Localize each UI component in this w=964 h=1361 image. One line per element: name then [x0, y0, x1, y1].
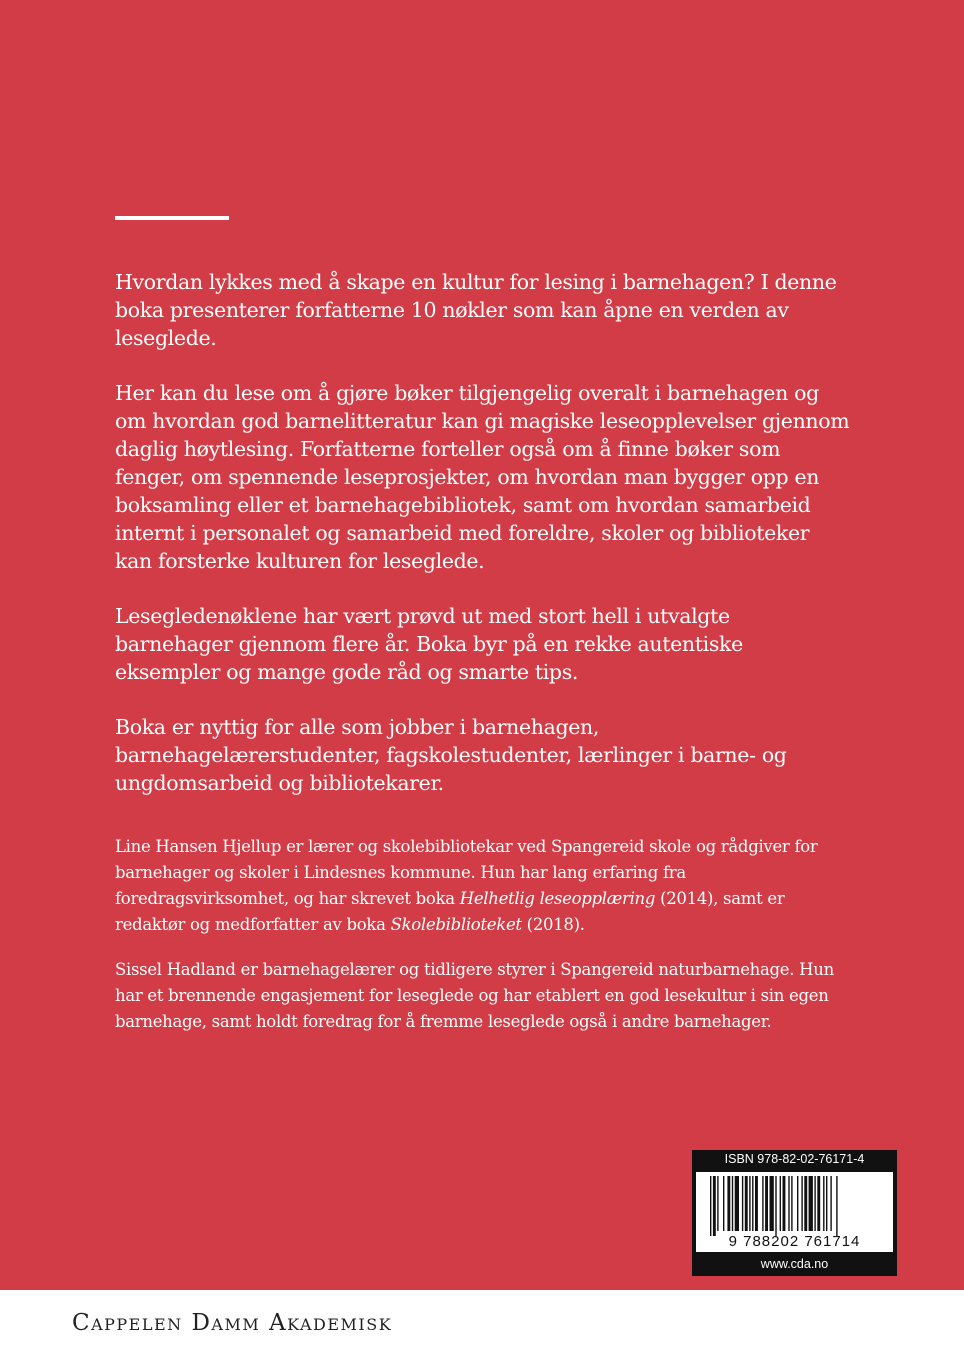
bio1-text-c: (2018). — [521, 915, 585, 934]
barcode-bar — [809, 1176, 813, 1231]
barcode-bar — [804, 1176, 807, 1231]
barcode-bar — [723, 1176, 724, 1231]
barcode-bar — [775, 1176, 776, 1236]
blurb — [115, 268, 850, 824]
decorative-rule — [115, 216, 229, 220]
barcode-bar — [817, 1176, 820, 1231]
barcode-bar — [783, 1176, 786, 1231]
barcode-bar — [742, 1176, 743, 1231]
barcode-bar — [749, 1176, 750, 1231]
barcode-bar — [814, 1176, 815, 1231]
barcode-bar — [826, 1176, 827, 1231]
blurb-paragraph-3: Lesegledenøklene har vært prøvd ut med stort hell i utvalgte barnehager gjennom flere år. Boka byr på en rekke autentiske eksempler og mange gode råd og smarte tips. — [115, 604, 743, 684]
barcode-bar — [830, 1176, 831, 1231]
barcode-bar — [780, 1176, 781, 1231]
blurb-paragraph-2: Her kan du lese om å gjøre bøker tilgjengelig overalt i barnehagen og om hvordan god barnelitteratur kan gi magiske leseopplevelser gjennom daglig høytlesing. Forfatterne forteller også om å finne bøker som fenger, om spennende leseprosjekter, om hvordan man bygger opp en boksamling eller et barnehagebibliotek, samt om hvordan samarbeid internt i personalet og samarbeid med foreldre, skoler og biblioteker kan forsterke kulturen for leseglede. — [115, 381, 850, 573]
author-bios — [115, 834, 850, 1054]
author-bio-2: Sissel Hadland er barnehagelærer og tidligere styrer i Spangereid naturbarnehage. Hun har et brennende engasjement for leseglede og har etablert en god lesekultur i sin egen barnehage, samt holdt foredrag for å fremme leseglede også i andre barnehager. — [115, 960, 834, 1031]
barcode-bar — [791, 1176, 792, 1231]
isbn-barcode-box — [692, 1150, 897, 1276]
bio1-text-a: Line Hansen Hjellup er lærer og skolebibliotekar ved Spangereid skole og rådgiver for barnehager og skoler i Lindesnes kommune. Hun har lang erfaring fra foredragsvirksomhet, og har skrevet boka — [115, 837, 818, 908]
author-bio-1 — [115, 834, 850, 938]
barcode-bar — [710, 1176, 711, 1236]
barcode-bar — [770, 1176, 774, 1231]
barcode-bar — [765, 1176, 768, 1231]
barcode-bar — [801, 1176, 802, 1231]
barcode-bar — [717, 1176, 718, 1231]
blurb-paragraph-4: Boka er nyttig for alle som jobber i barnehagen, barnehagelærerstudenter, fagskolestudenter, lærlinger i barne- og ungdomsarbeid og bibliotekarer. — [115, 715, 787, 795]
barcode-bar — [836, 1176, 837, 1236]
isbn-label: ISBN 978-82-02-76171-4 — [724, 1152, 865, 1166]
book-title-1: Helhetlig leseopplæring — [459, 889, 656, 908]
publisher-name: Cappelen Damm Akademisk — [72, 1310, 393, 1336]
barcode-bar — [755, 1176, 758, 1231]
bio1-text-b: (2014), samt er redaktør og medforfatter av boka — [115, 889, 785, 934]
barcode-bar — [762, 1176, 763, 1231]
website-label: www.cda.no — [760, 1257, 829, 1271]
barcode-bar — [788, 1176, 789, 1231]
barcode-bar — [745, 1176, 748, 1231]
barcode-bar — [735, 1176, 739, 1231]
barcode — [696, 1172, 893, 1252]
barcode-bar — [823, 1176, 824, 1231]
barcode-bar — [713, 1176, 716, 1236]
blurb-paragraph-1: Hvordan lykkes med å skape en kultur for lesing i barnehagen? I denne boka presenterer forfatterne 10 nøkler som kan åpne en verden av leseglede. — [115, 270, 837, 350]
book-title-2: Skolebiblioteket — [390, 915, 522, 934]
barcode-bar — [752, 1176, 753, 1231]
barcode-digits: 9 788202 761714 — [728, 1233, 861, 1250]
barcode-bar — [797, 1176, 798, 1231]
barcode-bar — [727, 1176, 730, 1231]
barcode-bar — [732, 1176, 733, 1231]
